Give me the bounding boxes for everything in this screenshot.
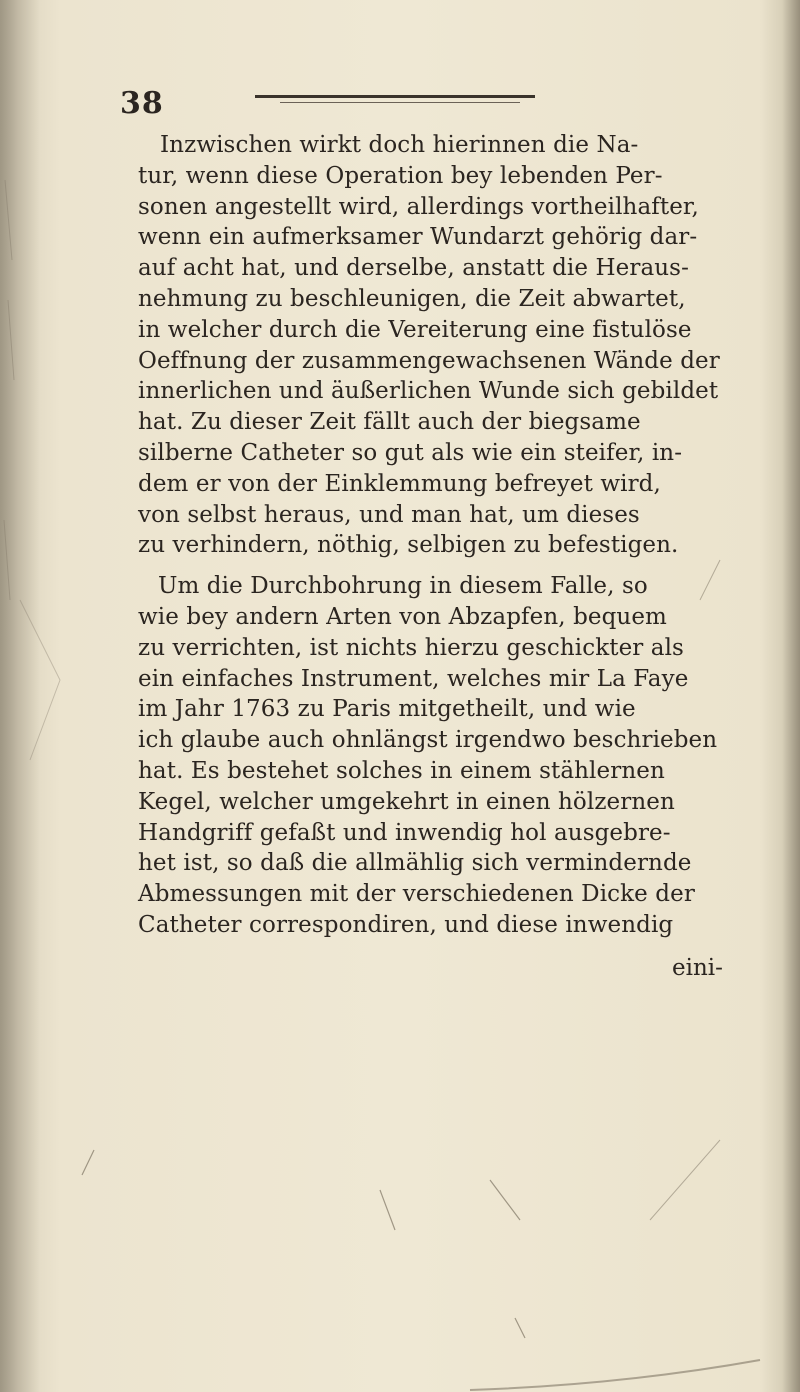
text-line: nehmung zu beschleunigen, die Zeit abwartet, (138, 285, 686, 312)
text-line: ein einfaches Instrument, welches mir La Faye (138, 665, 689, 692)
text-line: Abmessungen mit der verschiedenen Dicke der (138, 881, 695, 908)
text-line: wenn ein aufmerksamer Wundarzt gehörig dar- (138, 224, 698, 251)
text-line: von selbst heraus, und man hat, um dieses (138, 501, 640, 528)
text-line: sonen angestellt wird, allerdings vortheilhafter, (138, 193, 699, 220)
text-line: Catheter correspondiren, und diese inwendig (138, 911, 674, 938)
text-line: wie bey andern Arten von Abzapfen, bequem (138, 603, 667, 630)
catchword: eini- (672, 955, 723, 981)
text-line: Oeffnung der zusammengewachsenen Wände der (138, 347, 720, 374)
page-number: 38 (120, 86, 164, 121)
text-line: hat. Zu dieser Zeit fällt auch der biegsame (138, 409, 641, 436)
text-line: Kegel, welcher umgekehrt in einen hölzernen (138, 788, 675, 815)
text-line: ich glaube auch ohnlängst irgendwo beschrieben (138, 727, 718, 754)
text-line: zu verrichten, ist nichts hierzu geschickter als (138, 634, 684, 661)
text-line: dem er von der Einklemmung befreyet wird, (138, 470, 661, 497)
text-line: het ist, so daß die allmählig sich vermindernde (138, 850, 692, 877)
text-line: hat. Es bestehet solches in einem stählernen (138, 757, 665, 784)
text-line: Inzwischen wirkt doch hierinnen die Na- (160, 132, 639, 158)
text-line: Handgriff gefaßt und inwendig hol ausgebre- (138, 819, 671, 846)
text-line: im Jahr 1763 zu Paris mitgetheilt, und wie (138, 696, 636, 723)
text-line: silberne Catheter so gut als wie ein steifer, in- (138, 439, 683, 466)
text-line: Um die Durchbohrung in diesem Falle, so (158, 573, 648, 600)
text-line: auf acht hat, und derselbe, anstatt die Heraus- (138, 255, 689, 282)
text-line: zu verhindern, nöthig, selbigen zu befestigen. (138, 532, 679, 559)
text-line: in welcher durch die Vereiterung eine fistulöse (138, 316, 692, 343)
text-line: tur, wenn diese Operation bey lebenden Per- (138, 162, 663, 189)
text-line: innerlichen und äußerlichen Wunde sich gebildet (138, 378, 719, 405)
